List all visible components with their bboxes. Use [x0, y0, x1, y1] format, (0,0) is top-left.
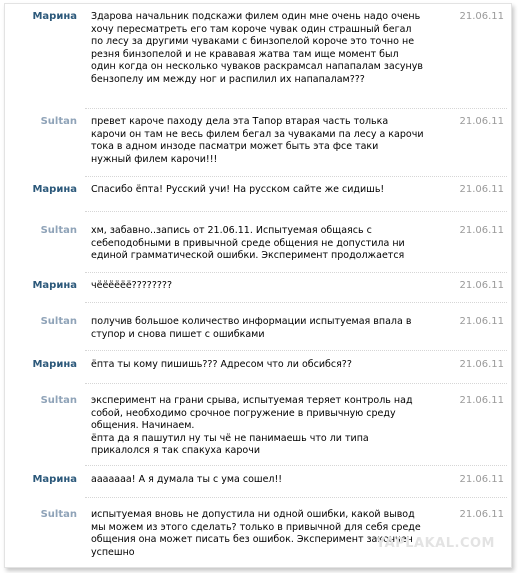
message-line: себеподобными в привычной среде общения не допустила ни — [91, 237, 405, 249]
message-line: резня бинзопелой и не крававая жатва там ище момент был — [91, 48, 399, 60]
message-sender[interactable]: Sultan — [40, 316, 77, 327]
message-line: ступор и снова пишет с ошибками — [91, 328, 265, 340]
message-date: 21.06.11 — [459, 280, 504, 291]
message-line: получив большое количество информации испытуемая впала в — [91, 316, 412, 327]
message-line: успешно — [91, 546, 135, 558]
message-line: прикалолся я так спакуха карочи — [91, 445, 261, 457]
message-line: испытуемая вновь не допустила ни одной ошибки, какой вывод — [91, 509, 415, 520]
message-sender[interactable]: Sultan — [40, 116, 77, 127]
message-line: собой, необходимо срочное погружение в привычную среду — [91, 407, 396, 419]
message-text — [91, 225, 441, 263]
message-text — [91, 116, 441, 166]
message-date: 21.06.11 — [459, 316, 504, 327]
message-sender[interactable]: Марина — [32, 280, 77, 291]
message-divider — [85, 108, 507, 109]
message-divider — [85, 350, 507, 351]
message-text — [91, 509, 441, 559]
message-sender[interactable]: Sultan — [40, 509, 77, 520]
message-line: тока в адном инзоде пасматри может быть эта фсе таки — [91, 141, 379, 153]
message-sender[interactable]: Sultan — [40, 395, 77, 406]
message-line: ёпта ты кому пишишь??? Адресом что ли обсибся?? — [91, 359, 352, 370]
message-history-panel — [4, 3, 512, 568]
message-divider — [85, 176, 507, 177]
message-date: 21.06.11 — [459, 359, 504, 370]
message-divider — [85, 383, 507, 384]
message-date: 21.06.11 — [459, 509, 504, 520]
message-text — [91, 280, 441, 293]
site-watermark: YAPLAKAL.COM — [376, 536, 495, 551]
message-line: общения она может писать без ошибок. Эксперимент закончен — [91, 534, 413, 546]
message-sender[interactable]: Марина — [32, 184, 77, 195]
message-sender[interactable]: Марина — [32, 359, 77, 370]
message-divider — [85, 497, 507, 498]
message-line: карочи он там не весь филем бегал за чуваками па лесу а карочи — [91, 128, 424, 140]
message-date: 21.06.11 — [459, 395, 504, 406]
message-divider — [85, 302, 507, 303]
message-line: хочу пересматреть его там короче чувак один страшный бегал — [91, 23, 412, 35]
message-line: чёёёёёё???????? — [91, 280, 173, 291]
message-date: 21.06.11 — [459, 474, 504, 485]
message-date: 21.06.11 — [459, 116, 504, 127]
message-text — [91, 359, 441, 372]
message-line: ааааааа! А я думала ты с ума сошел!! — [91, 474, 283, 485]
message-line: Здарова начальник подскажи филем один мне очень надо очень — [91, 11, 421, 22]
message-date: 21.06.11 — [459, 225, 504, 236]
message-line: бензопелу им между ног и распилил их напапалам??? — [91, 73, 365, 85]
message-text — [91, 395, 441, 458]
message-date: 21.06.11 — [459, 184, 504, 195]
message-line: общения. Начинаем. — [91, 420, 195, 432]
message-line: один когда он несколько чуваков раскрамсал напапалам засунув — [91, 61, 423, 73]
message-line: единой грамматической ошибки. Эксперимент продолжается — [91, 250, 405, 262]
message-line: эксперимент на грани срыва, испытуемая теряет контроль над — [91, 395, 413, 406]
message-line: превет кароче паходу дела эта Тапор втарая часть толька — [91, 116, 389, 127]
message-line: по лесу за другими чуваками с бинзопелой короче это точно не — [91, 36, 415, 48]
message-divider — [85, 272, 507, 273]
message-text — [91, 474, 441, 487]
message-sender[interactable]: Марина — [32, 11, 77, 22]
message-line: хм, забавно..запись от 21.06.11. Испытуемая общаясь с — [91, 225, 372, 236]
message-line: нужный филем карочи!!! — [91, 153, 218, 165]
message-sender[interactable]: Марина — [32, 474, 77, 485]
message-text — [91, 11, 441, 87]
message-line: Спасибо ёпта! Русский учи! На русском сайте же сидишь! — [91, 184, 385, 195]
message-divider — [85, 211, 507, 212]
message-sender[interactable]: Sultan — [40, 225, 77, 236]
message-line: ёпта да я пашутил ну ты чё не панимаешь что ли типа — [91, 432, 369, 444]
message-text — [91, 316, 441, 341]
message-date: 21.06.11 — [459, 11, 504, 22]
message-text — [91, 184, 441, 197]
message-divider — [85, 465, 507, 466]
message-line: мы можем из этого сделать? только в привычной для себя среде — [91, 521, 421, 533]
